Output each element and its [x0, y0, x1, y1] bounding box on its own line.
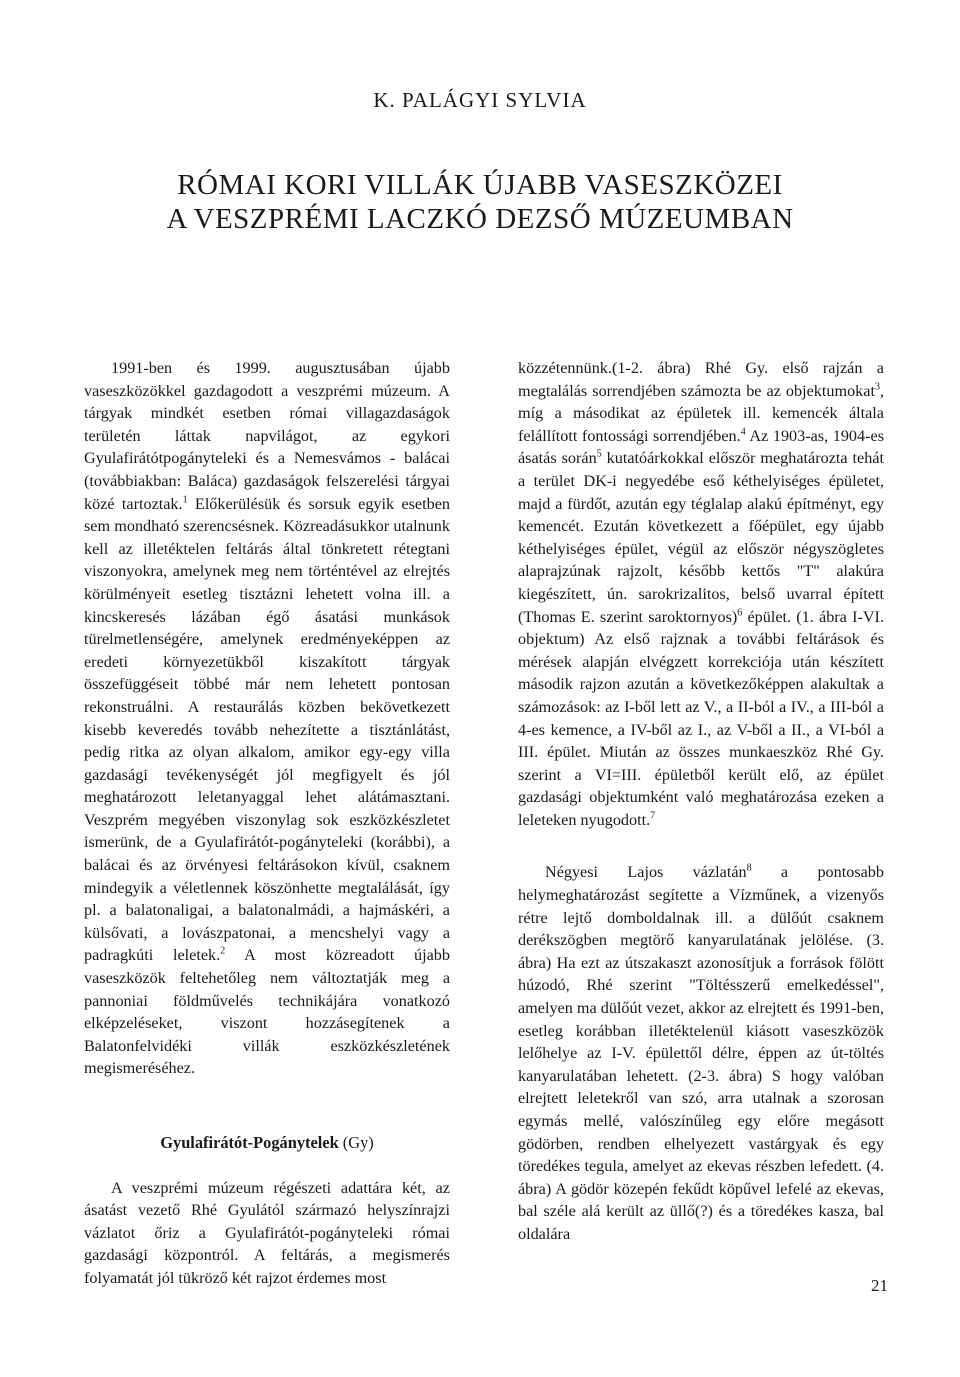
- footnote-ref-6: 6: [737, 607, 743, 619]
- spacer: [84, 1155, 450, 1177]
- text-run: épület. (1. ábra I-VI. objektum) Az első rajznak a további feltárások és mérések alapján elvégzett korrekciója után készített második rajzon azután a következőképpen alakultak a számozások: az I-ből lett az V., a II-ból a IV., a III-ból a 4-es kemence, a IV-ből az I., az V-ből a II., a VI-ból a III. épület. Miután az összes munkaeszköz Rhé Gy. szerint a VI=III. épületből került elő, az épület gazdasági objektumként való meghatározása ezeken a leleteken nyugodott.: [518, 607, 884, 829]
- text-run: 1991-ben és 1999. augusztusában újabb vaseszközökkel gazdagodott a veszprémi múzeum. A tárgyak mindkét esetben római villagazdaságok területén láttak napvilágot, az egykori Gyulafirátótpogányteleki és a Nemesvámos - balácai (továbbiakban: Baláca) gazdaságok felszerelési tárgyai közé tartoztak.: [84, 359, 450, 513]
- text-run: kutatóárkokkal először meghatározta tehát a terület DK-i negyedébe eső kéthelyiséges épületet, majd a fürdőt, azután egy téglalap alakú építményt, egy kemencét. Ezután következett a főépület, egy újabb kéthelyiséges épület, végül az először négyszögletes alaprajzúnak rajzolt, később kettős "T" alakúra kiegészített, ún. sarokrizalitos, belső uvarral épített (Thomas E. szerint saroktornyos): [518, 449, 885, 626]
- footnote-ref-3: 3: [874, 381, 880, 393]
- spacer: [518, 831, 884, 861]
- footnote-ref-7: 7: [650, 810, 656, 822]
- text-run: a pontosabb helymeghatározást segítette a Vízműnek, a vizenyős rétre lejtő domboldalnak ill. a dülőút csaknem derékszögben megtörő kanyarulatának jelölése. (3. ábra) Ha ezt az útszakaszt azonosítjuk a források fölött húzodó, Rhé szerint "Töltésszerű emelkedéssel", amelyen ma dülőút vezet, akkor az elrejtett és 1991-ben, esetleg korábban illetéktelenül kiásott vaseszközök lelőhelye az I-V. épülettől délre, éppen az út-töltés kanyarulatában lehetett. (2-3. ábra) S hogy valóban elrejtett leletekről van szó, arra utalnak a szorosan egymás mellé, valószínűleg egy előre megásott gödörben, rendben elhelyezett vastárgyak és egy töredékes tegula, amelyet az ekevas részben lefedett. (4. ábra) A gödör közepén fekűdt köpűvel lefelé az ekevas, bal széle alá került az üllő(?) és a töredékes kasza, bal oldalára: [518, 863, 884, 1243]
- section-heading-abbrev: (Gy): [338, 1133, 374, 1152]
- footnote-ref-5: 5: [596, 448, 602, 460]
- footnote-ref-4: 4: [740, 426, 746, 438]
- text-run: , míg a másodikat az épületek ill. kemencék általa felállított fontossági sorrendjében.: [518, 381, 884, 445]
- author-name: K. PALÁGYI SYLVIA: [373, 88, 587, 112]
- text-run: A most közreadott újabb vaseszközök feltehetőleg nem változtatják meg a pannoniai földművelés technikájára vonatkozó elképzeléseket, viszont hozzásegítenek a Balatonfelvidéki villák eszközkészletének megismeréséhez.: [84, 946, 450, 1078]
- footnote-ref-2: 2: [220, 946, 226, 958]
- spacer: [84, 1080, 450, 1110]
- text-run: Az 1903-as, 1904-es ásatás során: [518, 426, 884, 468]
- title-line-1: RÓMAI KORI VILLÁK ÚJABB VASESZKÖZEI: [177, 169, 783, 201]
- spacer: [84, 1110, 450, 1132]
- paragraph: [518, 861, 884, 1245]
- text-run: közzétennünk.(1-2. ábra) Rhé Gy. első rajzán a megtalálás sorrendjében számozta be az objektumokat: [518, 359, 884, 400]
- footnote-ref-8: 8: [746, 863, 752, 875]
- left-column: [84, 357, 450, 1290]
- text-run: Négyesi Lajos vázlatán: [545, 863, 747, 882]
- page-number: 21: [871, 1276, 888, 1295]
- text-run: Előkerülésük és sorsuk egyik esetben sem mondható szerencsésnek. Közreadásukkor utalnunk kell az illetéktelen feltárás által tönkretett rétegtani viszonyokra, amelynek meg nem történtével az elrejtés körülményeit esetleg tisztázni lehetett volna ill. a kincskeresés lázában égő ásatási munkások türelmetlenségére, amelynek eredményeképpen az eredeti környezetükből kiszakított tárgyak összefüggéseit többé már nem lehetett pontosan rekonstruálni. A restaurálás közben bekövetkezett kisebb keveredés tovább nehezítette a tisztánlátást, pedig ritka az olyan alkalom, amikor egy-egy villa gazdasági tevékenységét jól megfigyelt és jól meghatározott leletanyaggal lehet alátámasztani. Veszprém megyében viszonylag sok eszközkészletet ismerünk, de a Gyulafirátót-pogányteleki (korábbi), a balácai és az örvényesi feltárásokon kívül, csaknem mindegyik a véletlennek köszönhette megtalálását, így pl. a balatonaligai, a balatonalmádi, a hajmáskéri, a külsővati, a lovászpatonai, a mencshelyi vagy a padragkúti leletek.: [84, 494, 450, 965]
- section-heading-bold: Gyulafirátót-Pogánytelek: [160, 1133, 339, 1152]
- section-paragraph: A veszprémi múzeum régészeti adattára két, az ásatást vezető Rhé Gyulától származó helyszínrajzi vázlatot őriz a Gyulafirátót-pogányteleki római gazdasági központról. A feltárás, a megismerés folyamatát jól tükröző két rajzot érdemes most: [84, 1178, 450, 1287]
- continuation-paragraph: [518, 357, 884, 831]
- title-line-2: A VESZPRÉMI LACZKÓ DEZSŐ MÚZEUMBAN: [166, 203, 794, 235]
- footnote-ref-1: 1: [182, 494, 188, 506]
- article-title: [0, 168, 960, 236]
- intro-paragraph: [84, 357, 450, 1080]
- right-column: [518, 357, 884, 1246]
- section-heading: [84, 1132, 450, 1155]
